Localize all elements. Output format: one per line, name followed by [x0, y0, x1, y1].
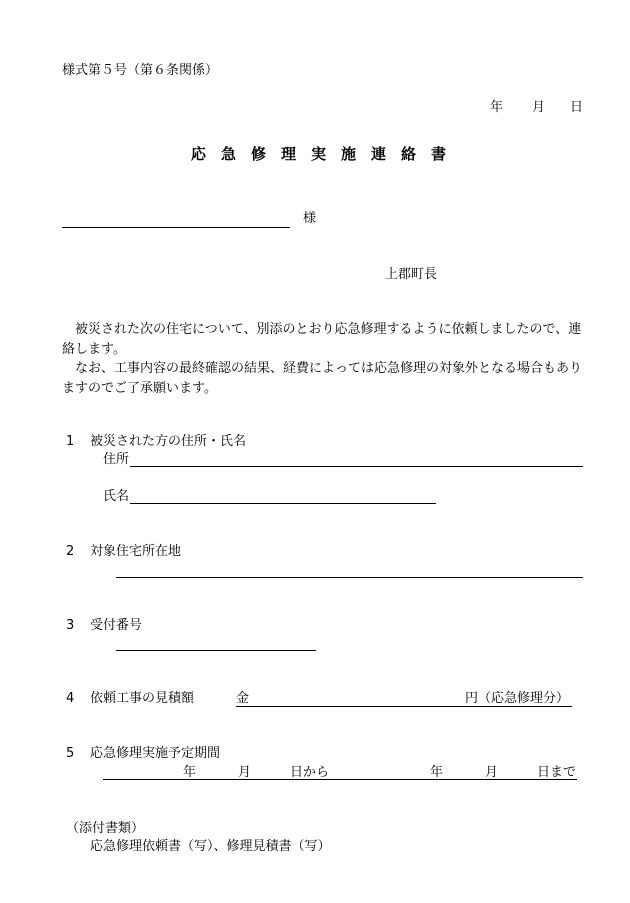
period-start-year-label: 年 — [183, 765, 197, 780]
section-5-number: 5 — [66, 746, 75, 761]
section-1-title: 被災された方の住所・氏名 — [90, 434, 247, 449]
period-start-month-label: 月 — [238, 765, 252, 780]
section-3-title: 受付番号 — [90, 618, 143, 633]
addressee-suffix: 様 — [303, 211, 317, 226]
address-label: 住所 — [103, 452, 130, 467]
body-paragraph-2: なお、工事内容の最終確認の結果、経費によっては応急修理の対象外となる場合もありますのでご了承願います。 — [62, 361, 583, 396]
period-end-year-label: 年 — [430, 765, 444, 780]
date-day-label: 日 — [570, 100, 584, 115]
attachments-heading: （添付書類） — [66, 821, 145, 836]
section-5-title: 応急修理実施予定期間 — [90, 746, 221, 761]
name-field-line[interactable] — [130, 503, 436, 504]
reception-number-field-line[interactable] — [116, 650, 316, 651]
period-end-month-label: 月 — [485, 765, 499, 780]
section-1-number: 1 — [66, 434, 75, 449]
estimate-amount-field-line[interactable] — [236, 706, 572, 707]
section-4-number: 4 — [66, 691, 75, 706]
section-2-number: 2 — [66, 544, 75, 559]
property-location-field-line[interactable] — [116, 577, 583, 578]
date-month-label: 月 — [532, 100, 546, 115]
section-3-number: 3 — [66, 618, 75, 633]
estimate-suffix: 円（応急修理分） — [465, 691, 570, 706]
estimate-prefix: 金 — [236, 691, 250, 706]
address-field-line[interactable] — [130, 466, 583, 467]
attachments-list: 応急修理依頼書（写）、修理見積書（写） — [90, 839, 331, 854]
issuer-name: 上郡町長 — [385, 267, 438, 282]
form-number: 様式第５号（第６条関係） — [62, 63, 219, 78]
name-label: 氏名 — [103, 489, 130, 504]
date-year-label: 年 — [490, 100, 504, 115]
document-title: 応急修理実施連絡書 — [191, 145, 462, 163]
section-4-title: 依頼工事の見積額 — [90, 691, 195, 706]
period-start-day-label: 日から — [290, 765, 330, 780]
section-2-title: 対象住宅所在地 — [90, 544, 182, 559]
period-end-day-label: 日まで — [537, 765, 577, 780]
addressee-name-line[interactable] — [62, 227, 290, 228]
body-paragraph-1: 被災された次の住宅について、別添のとおり応急修理するように依頼しましたので、連絡します。 — [62, 322, 582, 357]
